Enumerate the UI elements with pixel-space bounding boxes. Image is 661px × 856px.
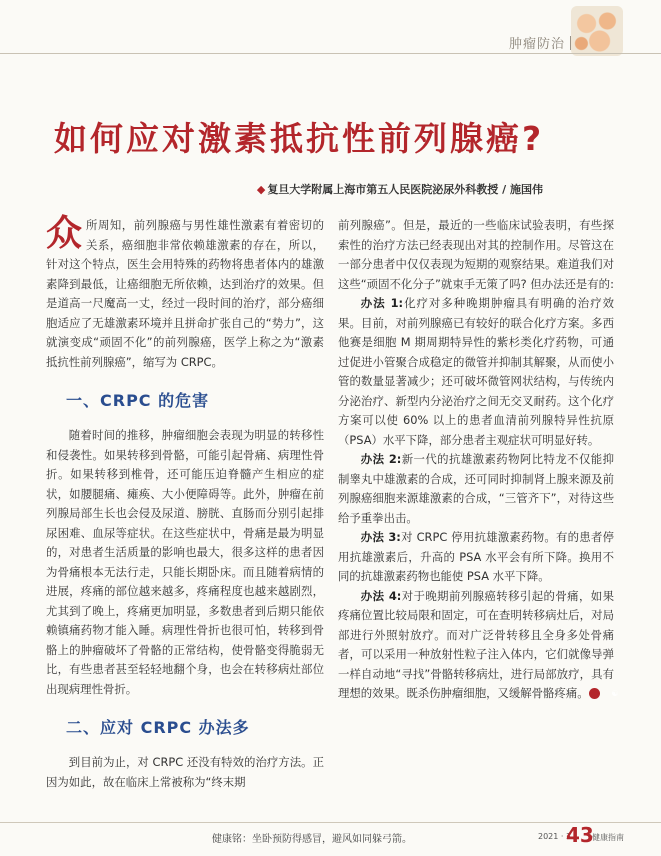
section2-paragraph: 到目前为止，对 CRPC 还没有特效的治疗方法。正因为如此，故在临床上常被称为“终末期 bbox=[46, 755, 324, 789]
flower-illustration-icon bbox=[571, 6, 623, 56]
byline-text: 复旦大学附属上海市第五人民医院泌尿外科教授 / 施国伟 bbox=[267, 183, 543, 196]
method4-label: 办法 4: bbox=[360, 588, 402, 603]
method3-paragraph bbox=[338, 528, 614, 587]
method4-text: 对于晚期前列腺癌转移引起的骨痛，如果疼痛位置比较局限和固定，可在查明转移病灶后，对局部进行外照射放疗。而对广泛骨转移且全身多处骨痛者，可以采用一种放射性粒子注入体内，它们就像导弹一样自动地“寻找”骨骼转移病灶，进行局部放疗，具有理想的效果。既杀伤肿瘤细胞，又缓解骨骼疼痛。 bbox=[338, 588, 614, 700]
intro-text: 所周知，前列腺癌与男性雄性激素有着密切的关系，癌细胞非常依赖雄激素的存在，所以，针对这个特点，医生会用特殊的药物将患者体内的雄激素降到最低，让癌细胞无所依赖，达到治疗的效果。但是道高一尺魔高一丈，经过一段时间的治疗，部分癌细胞适应了无雄激素环境并且拼命扩张自己的“势力”，这就演变成“顽固不化”的前列腺癌，医学上称之为“激素抵抗性前列腺癌”，缩写为 CRPC。 bbox=[46, 218, 324, 369]
footer-note: 健康铭：坐卧预防得感冒，避风如同躲弓箭。 bbox=[212, 834, 412, 845]
method2-text: 新一代的抗雄激素药物阿比特龙不仅能抑制睾丸中雄激素的合成，还可同时抑制肾上腺来源及前列腺癌细胞来源雄激素的合成，“三管齐下”，对待这些给予重拳出击。 bbox=[338, 452, 614, 525]
magazine-name: 健康指南 bbox=[592, 833, 624, 842]
end-mark-icon: ☯ bbox=[589, 688, 600, 699]
intro-paragraph bbox=[46, 213, 324, 372]
page-number: 43 bbox=[566, 823, 594, 847]
method1-paragraph bbox=[338, 294, 614, 450]
section1-paragraph: 随着时间的推移，肿瘤细胞会表现为明显的转移性和侵袭性。如果转移到骨骼，可能引起骨痛、病理性骨折。如果转移到椎骨，还可能压迫脊髓产生相应的症状，如腰腿痛、瘫痪、大小便障碍等。此外，肿瘤在前列腺局部生长也会侵及尿道、膀胱、直肠而分别引起排尿困难、血尿等症状。在这些症状中，骨痛是最为明显的，对患者生活质量的影响也最大，很多这样的患者因为骨痛根本无法行走，只能长期卧床。而且随着病情的进展，疼痛的部位越来越多，疼痛程度也越来越剧烈，尤其到了晚上，疼痛更加明显，多数患者到后期只能依赖镇痛药物才能入睡。病理性骨折也很可怕，转移到骨骼上的肿瘤破坏了骨骼的正常结构，使骨骼变得脆弱无比，有些患者甚至轻轻地翻个身，也会在转移病灶部位出现病理性骨折。 bbox=[46, 428, 324, 696]
left-column bbox=[46, 213, 324, 792]
right-column bbox=[338, 216, 619, 704]
diamond-icon: ◆ bbox=[256, 183, 266, 196]
method2-paragraph bbox=[338, 450, 614, 528]
section-label: 肿瘤防治 bbox=[508, 37, 565, 52]
header-tick bbox=[570, 36, 571, 50]
method1-label: 办法 1: bbox=[360, 296, 404, 310]
method3-label: 办法 3: bbox=[360, 530, 401, 544]
header-divider bbox=[0, 53, 661, 54]
method1-text: 化疗对多种晚期肿瘤具有明确的治疗效果。目前，对前列腺癌已有较好的联合化疗方案。多西他赛是细胞 M 期周期特异性的紫杉类化疗药物，可通过促进小管聚合成稳定的微管并抑制其解聚，从而使小管的数量显著减少；还可破坏微管网状结构，与传统内分泌治疗、新型内分泌治疗之间无交叉耐药。这个化疗方案可以使 60% 以上的患者血清前列腺特异性抗原（PSA）水平下降，部分患者主观症状可明显好转。 bbox=[338, 296, 614, 447]
method3-text: 对 CRPC 停用抗雄激素药物。有的患者停用抗雄激素后，升高的 PSA 水平会有所下降。换用不同的抗雄激素药物也能使 PSA 水平下降。 bbox=[338, 530, 615, 583]
method4-paragraph bbox=[338, 587, 619, 704]
section2-heading: 二、应对 CRPC 办法多 bbox=[66, 718, 250, 737]
section2-continued: 前列腺癌”。但是，最近的一些临床试验表明，有些探索性的治疗方法已经表现出对其的控制作用。尽管这在一部分患者中仅仅表现为短期的观察结果。难道我们对这些“顽固不化分子”就束手无策了吗? 但办法还是有的: bbox=[338, 218, 614, 291]
footer-divider bbox=[0, 822, 661, 823]
section1-heading: 一、CRPC 的危害 bbox=[66, 391, 210, 410]
article-byline bbox=[257, 181, 543, 197]
method2-label: 办法 2: bbox=[360, 452, 402, 466]
drop-cap: 众 bbox=[46, 213, 83, 254]
article-title: 如何应对激素抵抗性前列腺癌? bbox=[54, 119, 545, 158]
footer-date: 2021 · 3 bbox=[538, 832, 572, 841]
